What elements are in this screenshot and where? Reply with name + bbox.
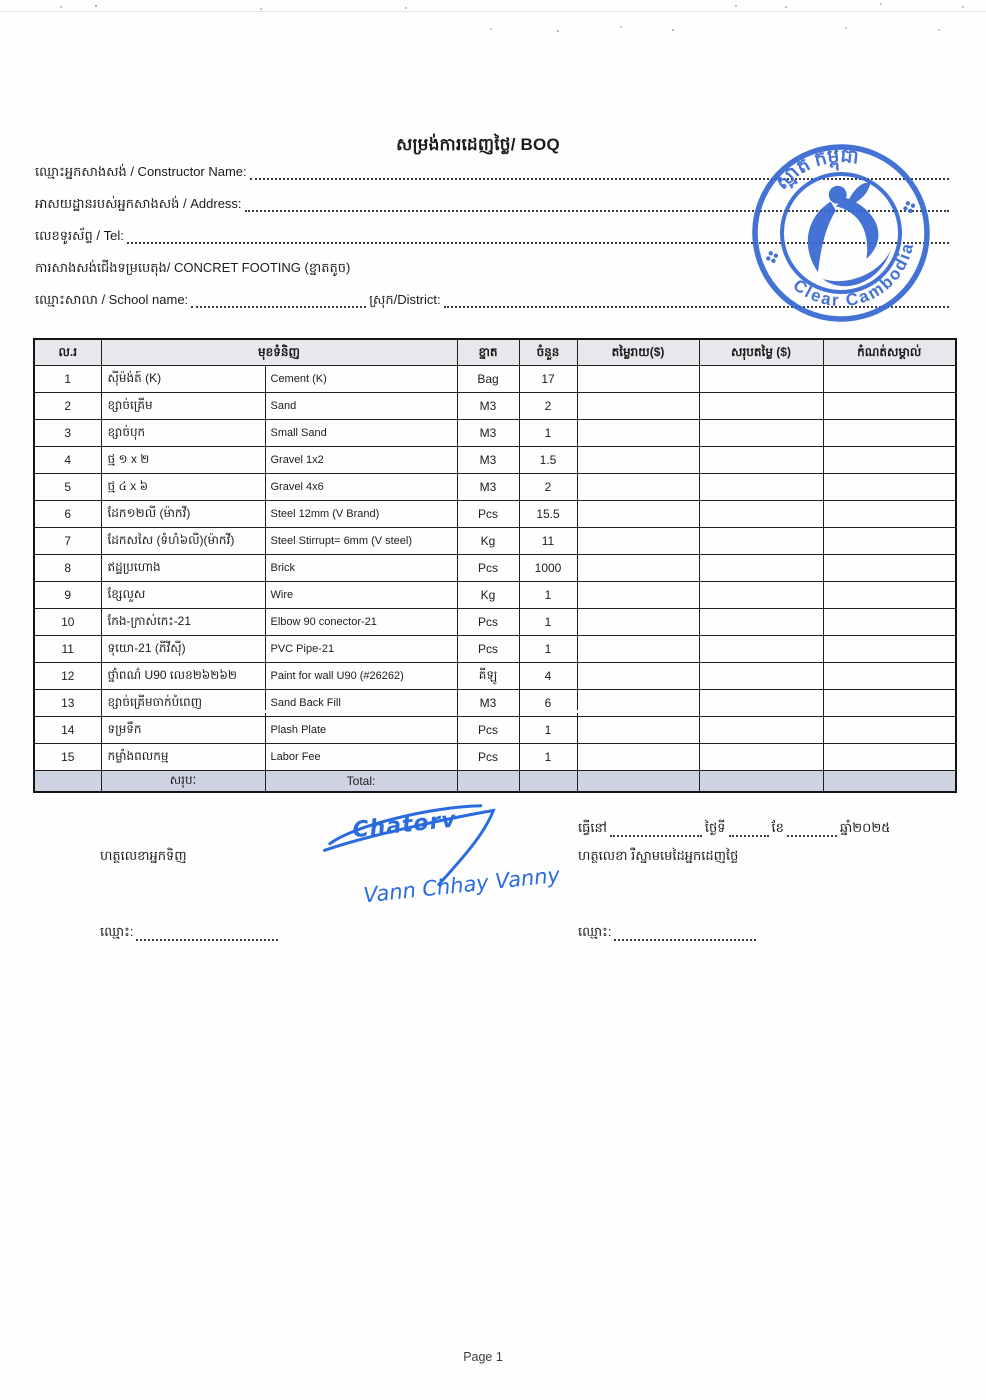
cell-qty: 15.5 xyxy=(519,501,577,528)
cell-no: 7 xyxy=(34,528,101,555)
cell-unit: Pcs xyxy=(457,501,519,528)
cell-unit: Pcs xyxy=(457,636,519,663)
cell-no: 2 xyxy=(34,393,101,420)
table-row xyxy=(34,663,956,690)
cell-qty: 1.5 xyxy=(519,447,577,474)
table-row xyxy=(34,420,956,447)
cell-name_en: Cement (K) xyxy=(265,366,457,393)
table-row xyxy=(34,474,956,501)
cell-name_kh: ដែក១២លី (ម៉ាកវី) xyxy=(101,501,265,528)
cell-name_kh: ដែកសសៃ (ទំហំ៦លី)(ម៉ាកវី) xyxy=(101,528,265,555)
cell-unit_price xyxy=(577,636,699,663)
scan-speck xyxy=(672,29,674,31)
table-row xyxy=(34,393,956,420)
cell-qty: 1 xyxy=(519,420,577,447)
cell-no: 11 xyxy=(34,636,101,663)
date-month-field xyxy=(787,822,837,837)
total-empty-qty xyxy=(519,771,577,793)
cell-unit: M3 xyxy=(457,474,519,501)
cell-total_price xyxy=(699,609,823,636)
tel-label: លេខទូរស័ព្ទ / Tel: xyxy=(35,228,124,243)
cell-qty: 4 xyxy=(519,663,577,690)
signature-line1: Chatorv xyxy=(351,807,458,844)
scan-speck xyxy=(260,8,262,10)
cell-unit: Pcs xyxy=(457,555,519,582)
cell-total_price xyxy=(699,393,823,420)
cell-unit: M3 xyxy=(457,690,519,717)
cell-unit: Bag xyxy=(457,366,519,393)
col-header-remark: កំណត់សម្គាល់ xyxy=(823,339,956,366)
cell-total_price xyxy=(699,717,823,744)
stamp-flower-right xyxy=(901,199,917,215)
cell-total_price xyxy=(699,366,823,393)
total-empty-unit-price xyxy=(577,771,699,793)
cell-qty: 1000 xyxy=(519,555,577,582)
cell-name_kh: ខ្សាច់គ្រើមចាក់បំពេញ xyxy=(101,690,265,717)
cell-unit: Kg xyxy=(457,528,519,555)
cell-no: 15 xyxy=(34,744,101,771)
cell-unit_price xyxy=(577,609,699,636)
cell-remark xyxy=(823,555,956,582)
cell-qty: 6 xyxy=(519,690,577,717)
table-row xyxy=(34,501,956,528)
signature-line2: Vann Chhay Vanny xyxy=(362,862,562,908)
scan-speck xyxy=(490,28,492,30)
scan-speck xyxy=(962,6,964,8)
cell-unit: Kg xyxy=(457,582,519,609)
scan-artifact-dashes xyxy=(250,710,680,713)
cell-qty: 2 xyxy=(519,393,577,420)
table-row xyxy=(34,744,956,771)
cell-unit_price xyxy=(577,555,699,582)
cell-name_en: Labor Fee xyxy=(265,744,457,771)
date-year-label: ឆ្នាំ២០២៥ xyxy=(839,820,891,835)
table-row xyxy=(34,366,956,393)
cell-name_en: Gravel 1x2 xyxy=(265,447,457,474)
cell-no: 10 xyxy=(34,609,101,636)
scan-speck xyxy=(405,7,407,9)
cell-name_kh: កែង-ក្រាស់កេះ-21 xyxy=(101,609,265,636)
table-row xyxy=(34,528,956,555)
cell-name_en: Paint for wall U90 (#26262) xyxy=(265,663,457,690)
cell-remark xyxy=(823,366,956,393)
cell-qty: 1 xyxy=(519,744,577,771)
signature-strokes xyxy=(318,798,568,918)
cell-total_price xyxy=(699,555,823,582)
page-title: សម្រង់ការដេញថ្លៃ/ BOQ xyxy=(396,135,560,154)
cell-unit_price xyxy=(577,366,699,393)
name-field-left xyxy=(136,926,278,941)
cell-remark xyxy=(823,420,956,447)
date-place-label: ធ្វើនៅ xyxy=(578,820,607,835)
cell-remark xyxy=(823,582,956,609)
cell-name_kh: ឥដ្ឋប្រហោង xyxy=(101,555,265,582)
cell-no: 9 xyxy=(34,582,101,609)
cell-total_price xyxy=(699,528,823,555)
date-day-label: ថ្ងៃទី xyxy=(704,820,726,835)
cell-name_kh: ខ្សែលួស xyxy=(101,582,265,609)
col-header-total-price: សរុបតម្លៃ ($) xyxy=(699,339,823,366)
cell-qty: 1 xyxy=(519,609,577,636)
cell-name_en: Sand xyxy=(265,393,457,420)
cell-unit: Pcs xyxy=(457,744,519,771)
scan-speck xyxy=(880,3,882,5)
cell-remark xyxy=(823,663,956,690)
cell-no: 1 xyxy=(34,366,101,393)
table-row xyxy=(34,582,956,609)
scan-speck xyxy=(735,5,737,7)
cell-no: 12 xyxy=(34,663,101,690)
col-header-unit-price: តម្លៃរាយ($) xyxy=(577,339,699,366)
cell-name_en: Steel Stirrupt= 6mm (V steel) xyxy=(265,528,457,555)
cell-remark xyxy=(823,474,956,501)
cell-total_price xyxy=(699,663,823,690)
district-label: ស្រុក/District: xyxy=(369,292,441,307)
cell-name_en: Plash Plate xyxy=(265,717,457,744)
cell-total_price xyxy=(699,690,823,717)
cell-name_kh: ថ្ម ៤ x ៦ xyxy=(101,474,265,501)
cell-unit: Pcs xyxy=(457,717,519,744)
cell-qty: 11 xyxy=(519,528,577,555)
cell-total_price xyxy=(699,582,823,609)
cell-name_en: Gravel 4x6 xyxy=(265,474,457,501)
cell-no: 13 xyxy=(34,690,101,717)
total-empty-remark xyxy=(823,771,956,793)
col-header-qty: ចំនួន xyxy=(519,339,577,366)
stamp-graphic xyxy=(748,140,934,326)
cell-remark xyxy=(823,501,956,528)
cell-name_en: Steel 12mm (V Brand) xyxy=(265,501,457,528)
cell-remark xyxy=(823,528,956,555)
scan-artifact-line xyxy=(0,11,986,12)
cell-qty: 17 xyxy=(519,366,577,393)
scan-speck xyxy=(938,29,940,31)
scan-speck xyxy=(620,26,622,28)
cell-unit_price xyxy=(577,663,699,690)
name-line-right xyxy=(578,924,759,943)
cell-unit_price xyxy=(577,717,699,744)
name-label-left: ឈ្មោះ: xyxy=(100,924,134,939)
scan-speck xyxy=(95,5,97,7)
cell-name_en: Brick xyxy=(265,555,457,582)
col-header-item: មុខទំនិញ xyxy=(101,339,457,366)
cell-unit_price xyxy=(577,501,699,528)
cell-no: 8 xyxy=(34,555,101,582)
cell-unit_price xyxy=(577,528,699,555)
cell-no: 3 xyxy=(34,420,101,447)
buyer-signature-label: ហត្ថលេខាអ្នកទិញ xyxy=(100,848,187,863)
cell-unit_price xyxy=(577,420,699,447)
cell-name_kh: ថ្នាំពណ៌ U90 លេខ២៦២៦២ xyxy=(101,663,265,690)
school-name-label: ឈ្មោះសាលា / School name: xyxy=(35,292,189,307)
address-label: អាសយដ្ឋានរបស់អ្នកសាងសង់ / Address: xyxy=(35,196,242,211)
handwritten-signature xyxy=(318,798,568,918)
cell-remark xyxy=(823,636,956,663)
cell-total_price xyxy=(699,474,823,501)
table-row xyxy=(34,717,956,744)
date-place-field xyxy=(610,822,702,837)
cell-total_price xyxy=(699,447,823,474)
cell-unit_price xyxy=(577,474,699,501)
stamp-bottom-text: Clear Cambodia xyxy=(789,239,918,311)
bidder-signature-label: ហត្ថលេខា រឺស្នាមមេដៃអ្នកដេញថ្លៃ xyxy=(578,848,739,863)
table-total-row xyxy=(34,771,956,793)
cell-no: 4 xyxy=(34,447,101,474)
total-label-en: Total: xyxy=(265,771,457,793)
cell-name_kh: ខ្សាច់គ្រើម xyxy=(101,393,265,420)
cell-no: 14 xyxy=(34,717,101,744)
cell-no: 6 xyxy=(34,501,101,528)
cell-name_kh: កម្លាំងពលកម្ម xyxy=(101,744,265,771)
stamp-top-text: ស្អាត កម្ពុជា xyxy=(771,145,860,194)
date-line xyxy=(578,820,890,839)
cell-name_kh: ខ្សាច់បុក xyxy=(101,420,265,447)
total-label-kh: សរុបៈ xyxy=(101,771,265,793)
cell-unit_price xyxy=(577,447,699,474)
name-label-right: ឈ្មោះ: xyxy=(578,924,612,939)
cell-unit: M3 xyxy=(457,393,519,420)
cell-name_en: Sand Back Fill xyxy=(265,690,457,717)
scan-speck xyxy=(557,30,559,32)
cell-unit_price xyxy=(577,393,699,420)
col-header-unit: ខ្នាត xyxy=(457,339,519,366)
cell-remark xyxy=(823,447,956,474)
scan-speck xyxy=(785,6,787,8)
cell-total_price xyxy=(699,501,823,528)
page-number: Page 1 xyxy=(463,1350,503,1364)
total-empty-unit xyxy=(457,771,519,793)
boq-table xyxy=(33,338,957,793)
date-day-field xyxy=(729,822,769,837)
col-header-no: ល.រ xyxy=(34,339,101,366)
table-row xyxy=(34,609,956,636)
cell-unit_price xyxy=(577,582,699,609)
cell-total_price xyxy=(699,636,823,663)
cell-name_kh: ទម្រទឹក xyxy=(101,717,265,744)
cell-remark xyxy=(823,717,956,744)
cell-name_kh: ថ្ម ១ x ២ xyxy=(101,447,265,474)
cell-remark xyxy=(823,393,956,420)
cell-name_en: Elbow 90 conector-21 xyxy=(265,609,457,636)
cell-unit: M3 xyxy=(457,420,519,447)
cell-unit: Pcs xyxy=(457,609,519,636)
cell-total_price xyxy=(699,744,823,771)
cell-name_en: Wire xyxy=(265,582,457,609)
stamp-flower-left xyxy=(764,249,780,265)
scan-speck xyxy=(60,6,62,8)
cell-unit_price xyxy=(577,744,699,771)
cell-remark xyxy=(823,609,956,636)
cell-no: 5 xyxy=(34,474,101,501)
name-line-left xyxy=(100,924,281,943)
total-empty-no xyxy=(34,771,101,793)
cell-name_kh: ទុយោ-21 (ភីវីស៊ី) xyxy=(101,636,265,663)
work-description-label: ការសាងសង់ជើងទម្របេតុង/ CONCRET FOOTING (ខ្នាតតូច) xyxy=(35,260,351,275)
cell-qty: 1 xyxy=(519,636,577,663)
name-field-right xyxy=(614,926,756,941)
scan-speck xyxy=(845,27,847,29)
cell-qty: 1 xyxy=(519,717,577,744)
cell-remark xyxy=(823,690,956,717)
table-row xyxy=(34,636,956,663)
cell-unit: M3 xyxy=(457,447,519,474)
table-row xyxy=(34,447,956,474)
cell-total_price xyxy=(699,420,823,447)
table-row xyxy=(34,555,956,582)
constructor-name-label: ឈ្មោះអ្នកសាងសង់ / Constructor Name: xyxy=(35,164,247,179)
cell-name_en: Small Sand xyxy=(265,420,457,447)
date-month-label: ខែ xyxy=(771,820,784,835)
cell-name_kh: ស៊ីម៉ង់ត៍ (K) xyxy=(101,366,265,393)
cell-remark xyxy=(823,744,956,771)
cell-qty: 1 xyxy=(519,582,577,609)
cell-unit: គីឡូ xyxy=(457,663,519,690)
cell-name_en: PVC Pipe-21 xyxy=(265,636,457,663)
total-empty-total-price xyxy=(699,771,823,793)
table-header-row xyxy=(34,339,956,366)
cell-qty: 2 xyxy=(519,474,577,501)
school-name-field xyxy=(191,293,366,308)
clear-cambodia-stamp xyxy=(748,140,934,326)
